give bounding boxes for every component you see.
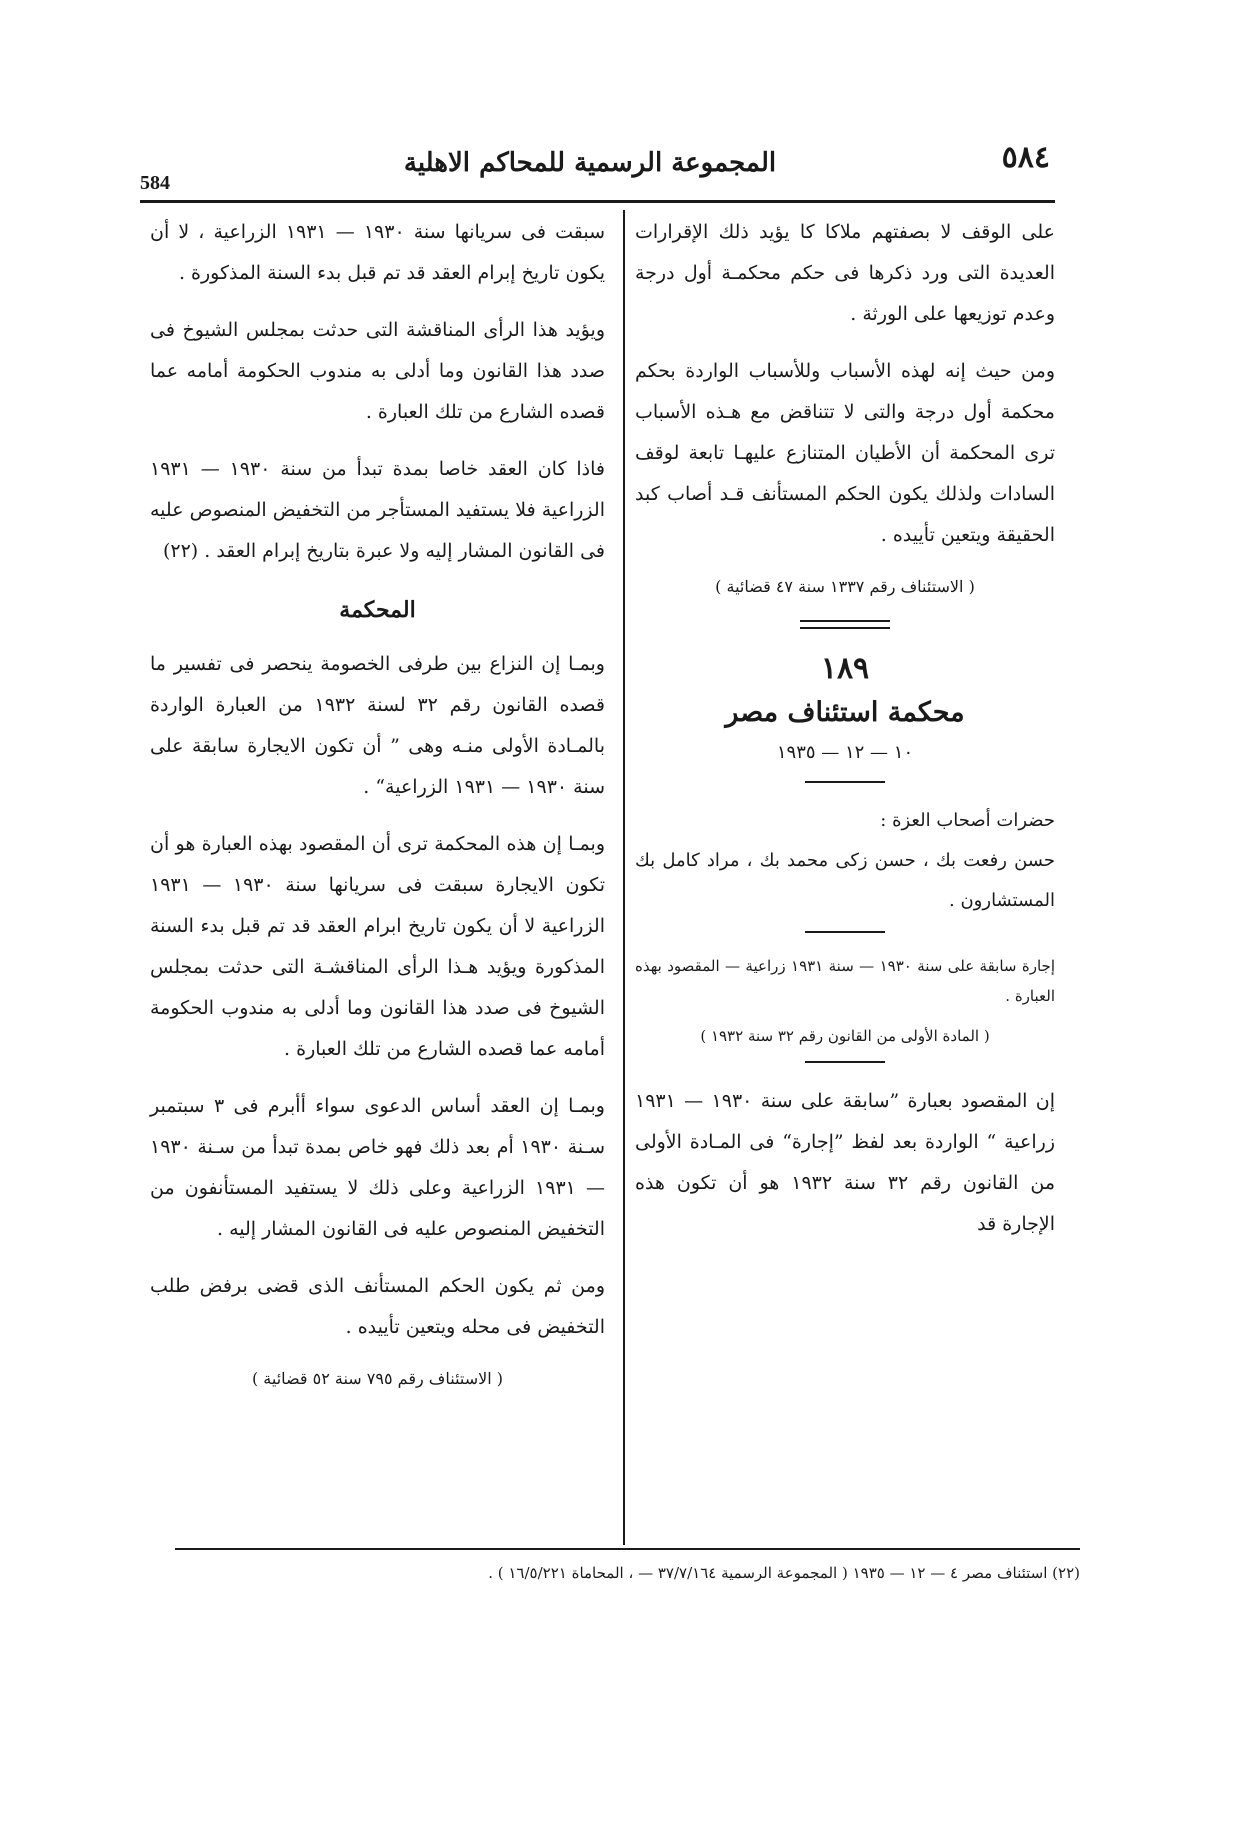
footnote-text: (٢٢) استئناف مصر ٤ — ١٢ — ١٩٣٥ ( المجموعة الرسمية ٣٧/٧/١٦٤ — ، المحاماة ١٦/٥/٢٢١ ) . <box>488 1564 1080 1582</box>
header-rule <box>140 200 1055 203</box>
running-title: المجموعة الرسمية للمحاكم الاهلية <box>403 148 777 178</box>
legal-principle: إن المقصود بعبارة ”سابقة على سنة ١٩٣٠ — ١٩٣١ زراعية “ الواردة بعد لفظ ”إجارة“ فى المـادة الأولى من القانون رقم ٣٢ سنة ١٩٣٢ هو أن تكون هذه الإجارة قد <box>635 1090 1056 1235</box>
section-separator <box>800 620 890 629</box>
court-name: محكمة استئناف مصر <box>725 697 965 728</box>
footnote-rule <box>175 1548 1080 1550</box>
case-date: ١٠ — ١٢ — ١٩٣٥ <box>776 742 914 763</box>
short-rule <box>805 781 885 783</box>
paragraph: وبمـا إن النزاع بين طرفى الخصومة ينحصر فى تفسير ما قصده القانون رقم ٣٢ لسنة ١٩٣٢ من العبارة الواردة بالمـادة الأولى منـه وهى ” أن تكون الايجارة سابقة على سنة ١٩٣٠ — ١٩٣١ الزراعية“ . <box>150 653 605 798</box>
right-column <box>635 212 1055 1261</box>
case-citation: ( الاستئناف رقم ١٣٣٧ سنة ٤٧ قضائية ) <box>715 577 975 596</box>
paragraph: وبمـا إن هذه المحكمة ترى أن المقصود بهذه العبارة هو أن تكون الايجارة سبقت فى سريانها سنة ١٩٣٠ — ١٩٣١ الزراعية لا أن يكون تاريخ ابرام العقد قد تم قبل بدء السنة المذكورة ويؤيد هـذا الرأى المناقشـة التى حدثت بمجلس الشيوخ فى صدد هذا القانون وما أدلى به مندوب الحكومة أمامه عما قصده الشارع من تلك العبارة . <box>150 833 605 1060</box>
paragraph: ومن ثم يكون الحكم المستأنف الذى قضى برفض طلب التخفيض فى محله ويتعين تأييده . <box>150 1275 605 1338</box>
paragraph: ومن حيث إنه لهذه الأسباب وللأسباب الواردة بحكم محكمة أول درجة والتى لا تتناقض مع هـذه الأسباب ترى المحكمة أن الأطيان المتنازع عليهـا تابعة لوقف السادات ولذلك يكون الحكم المستأنف قـد أصاب كبد الحقيقة ويتعين تأييده . <box>635 360 1055 546</box>
bench-names: حسن رفعت بك ، حسن زكى محمد بك ، مراد كامل بك المستشارون . <box>635 850 1055 911</box>
column-divider <box>623 210 625 1545</box>
paragraph: ويؤيد هذا الرأى المناقشة التى حدثت بمجلس الشيوخ فى صدد هذا القانون وما أدلى به مندوب الحكومة أمامه عما قصده الشارع من تلك العبارة . <box>150 319 605 423</box>
bench-label: حضرات أصحاب العزة : <box>880 810 1055 831</box>
page-number-arabic: ٥٨٤ <box>1001 140 1050 175</box>
section-heading: المحكمة <box>339 597 416 623</box>
paragraph: سبقت فى سريانها سنة ١٩٣٠ — ١٩٣١ الزراعية ، لا أن يكون تاريخ إبرام العقد قد تم قبل بدء السنة المذكورة . <box>150 221 605 284</box>
case-citation: ( الاستئناف رقم ٧٩٥ سنة ٥٢ قضائية ) <box>251 1369 504 1388</box>
short-rule <box>805 931 885 933</box>
article-reference: ( المادة الأولى من القانون رقم ٣٢ سنة ١٩٣٢ ) <box>700 1027 990 1045</box>
page-number-latin: 584 <box>140 172 170 194</box>
paragraph: وبمـا إن العقد أساس الدعوى سواء أأبرم فى ٣ سبتمبر سـنة ١٩٣٠ أم بعد ذلك فهو خاص بمدة تبدأ من سـنة ١٩٣٠ — ١٩٣١ الزراعية وعلى ذلك لا يستفيد المستأنفون من التخفيض المنصوص عليه فى القانون المشار إليه . <box>150 1095 606 1240</box>
case-summary: إجارة سابقة على سنة ١٩٣٠ — سنة ١٩٣١ زراعية — المقصود بهذه العبارة . <box>635 957 1055 1005</box>
footnote <box>175 1558 1080 1588</box>
paragraph: على الوقف لا بصفتهم ملاكا كا يؤيد ذلك الإقرارات العديدة التى ورد ذكرها فى حكم محكمـة أول درجة وعدم توزيعها على الورثة . <box>635 221 1055 325</box>
paragraph: فاذا كان العقد خاصا بمدة تبدأ من سنة ١٩٣٠ — ١٩٣١ الزراعية فلا يستفيد المستأجر من التخفيض المنصوص عليه فى القانون المشار إليه ولا عبرة بتاريخ إبرام العقد . (٢٢) <box>150 458 605 562</box>
left-column <box>150 212 605 1412</box>
case-number: ١٨٩ <box>820 651 870 686</box>
short-rule <box>805 1061 885 1063</box>
